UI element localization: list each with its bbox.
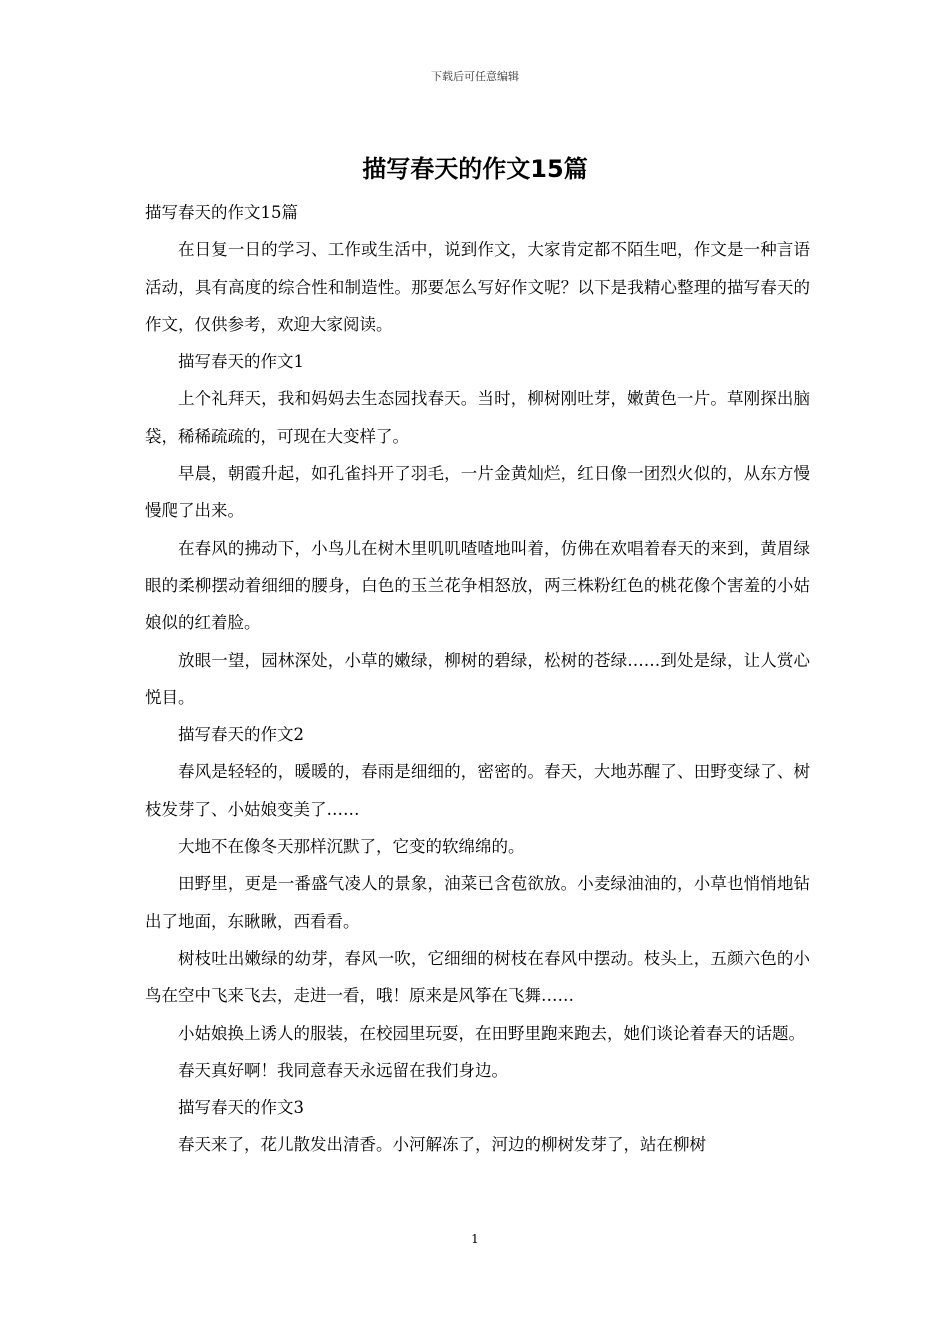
body-paragraph: 早晨，朝霞升起，如孔雀抖开了羽毛，一片金黄灿烂，红日像一团烈火似的，从东方慢慢爬了出来。 bbox=[145, 464, 810, 521]
body-paragraph: 树枝吐出嫩绿的幼芽，春风一吹，它细细的树枝在春风中摆动。枝头上，五颜六色的小鸟在空中飞来飞去，走进一看，哦！原来是风筝在飞舞…… bbox=[145, 948, 810, 1006]
body-paragraph: 春天真好啊！我同意春天永远留在我们身边。 bbox=[178, 1060, 508, 1080]
body-paragraph: 大地不在像冬天那样沉默了，它变的软绵绵的。 bbox=[178, 837, 525, 857]
body-paragraph: 小姑娘换上诱人的服装，在校园里玩耍，在田野里跑来跑去，她们谈论着春天的话题。 bbox=[178, 1023, 805, 1043]
essay-heading-3: 描写春天的作文3 bbox=[178, 1098, 304, 1118]
subtitle-paragraph: 描写春天的作文15篇 bbox=[145, 203, 298, 222]
document-body bbox=[145, 194, 810, 1164]
body-paragraph: 春天来了，花儿散发出清香。小河解冻了，河边的柳树发芽了，站在柳树 bbox=[178, 1135, 706, 1155]
essay-heading-2: 描写春天的作文2 bbox=[178, 725, 304, 745]
document-title: 描写春天的作文15篇 bbox=[362, 155, 588, 183]
intro-paragraph: 在日复一日的学习、工作或生活中，说到作文，大家肯定都不陌生吧，作文是一种言语活动，具有高度的综合性和制造性。那要怎么写好作文呢？以下是我精心整理的描写春天的作文，仅供参考，欢迎大家阅读。 bbox=[145, 240, 810, 334]
body-paragraph: 田野里，更是一番盛气凌人的景象，油菜已含苞欲放。小麦绿油油的，小草也悄悄地钻出了地面，东瞅瞅，西看看。 bbox=[145, 874, 810, 931]
header-note: 下载后可任意编辑 bbox=[431, 70, 519, 83]
body-paragraph: 放眼一望，园林深处，小草的嫩绿，柳树的碧绿，松树的苍绿……到处是绿，让人赏心悦目。 bbox=[145, 650, 810, 707]
body-paragraph: 上个礼拜天，我和妈妈去生态园找春天。当时，柳树刚吐芽，嫩黄色一片。草刚探出脑袋，稀稀疏疏的，可现在大变样了。 bbox=[145, 389, 810, 446]
body-paragraph: 在春风的拂动下，小鸟儿在树木里叽叽喳喳地叫着，仿佛在欢唱着春天的来到，黄眉绿眼的柔柳摆动着细细的腰身，白色的玉兰花争相怒放，两三株粉红色的桃花像个害羞的小姑娘似的红着脸。 bbox=[145, 538, 810, 633]
page-number: 1 bbox=[471, 1232, 479, 1246]
essay-heading-1: 描写春天的作文1 bbox=[178, 352, 304, 372]
body-paragraph: 春风是轻轻的，暖暖的，春雨是细细的，密密的。春天，大地苏醒了、田野变绿了、树枝发芽了、小姑娘变美了…… bbox=[145, 762, 810, 819]
